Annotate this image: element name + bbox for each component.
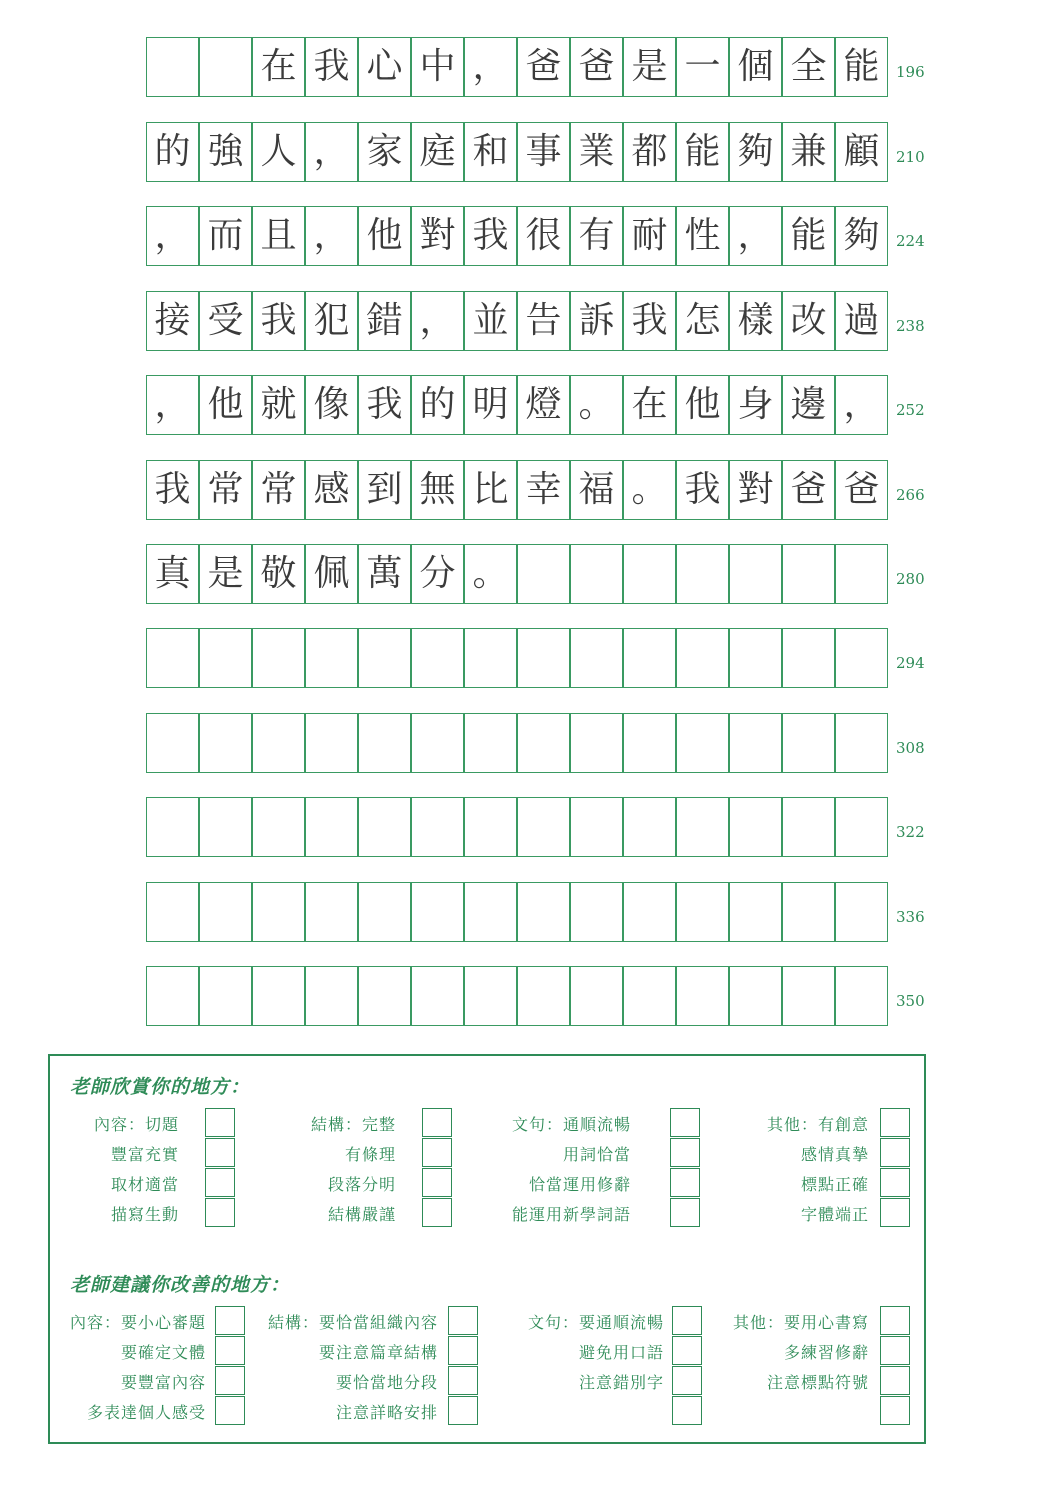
grid-cell: 就 — [252, 375, 305, 435]
grid-cell: 感 — [305, 460, 358, 520]
feedback-checkbox[interactable] — [880, 1336, 910, 1365]
grid-cell: 佩 — [305, 544, 358, 604]
feedback-item-label: 多表達個人感受 — [86, 1403, 206, 1422]
grid-cell: 我 — [358, 375, 411, 435]
row-char-count: 238 — [896, 317, 925, 335]
grid-row — [146, 544, 888, 604]
grid-cell: 爸 — [570, 37, 623, 97]
feedback-checkbox[interactable] — [422, 1168, 452, 1197]
grid-cell: 並 — [464, 291, 517, 351]
feedback-item-label: 感情真摯 — [800, 1145, 869, 1164]
feedback-item-label: 其他：要用心書寫 — [732, 1313, 869, 1332]
grid-cell: 心 — [358, 37, 411, 97]
improve-title: 老師建議你改善的地方： — [70, 1274, 291, 1296]
grid-row — [146, 797, 888, 857]
grid-cell — [623, 713, 676, 773]
grid-cell: 個 — [729, 37, 782, 97]
feedback-item-label: 取材適當 — [110, 1175, 179, 1194]
feedback-checkbox[interactable] — [880, 1108, 910, 1137]
grid-row — [146, 37, 888, 97]
feedback-item-label: 恰當運用修辭 — [528, 1175, 631, 1194]
grid-cell — [252, 882, 305, 942]
grid-cell: ， — [729, 206, 782, 266]
grid-cell: 爸 — [835, 460, 888, 520]
grid-cell — [199, 713, 252, 773]
grid-cell — [199, 628, 252, 688]
row-char-count: 308 — [896, 739, 925, 757]
grid-cell: 常 — [199, 460, 252, 520]
grid-cell: 爸 — [782, 460, 835, 520]
grid-cell: ， — [411, 291, 464, 351]
grid-cell: 對 — [729, 460, 782, 520]
feedback-checkbox[interactable] — [670, 1138, 700, 1167]
grid-cell: 常 — [252, 460, 305, 520]
grid-cell: 分 — [411, 544, 464, 604]
feedback-checkbox[interactable] — [205, 1108, 235, 1137]
grid-cell: 敬 — [252, 544, 305, 604]
row-char-count: 196 — [896, 63, 925, 81]
grid-cell — [676, 797, 729, 857]
grid-cell: 業 — [570, 122, 623, 182]
grid-cell — [835, 713, 888, 773]
feedback-checkbox[interactable] — [672, 1366, 702, 1395]
grid-cell — [517, 966, 570, 1026]
row-char-count: 252 — [896, 401, 925, 419]
grid-cell — [146, 966, 199, 1026]
grid-cell: 都 — [623, 122, 676, 182]
grid-cell — [835, 544, 888, 604]
grid-cell — [305, 966, 358, 1026]
grid-cell: 我 — [146, 460, 199, 520]
grid-cell: 家 — [358, 122, 411, 182]
grid-cell: 怎 — [676, 291, 729, 351]
feedback-item-label: 結構嚴謹 — [327, 1205, 396, 1224]
grid-cell — [252, 713, 305, 773]
grid-cell — [199, 37, 252, 97]
grid-cell: 能 — [782, 206, 835, 266]
grid-cell — [199, 966, 252, 1026]
feedback-checkbox[interactable] — [880, 1306, 910, 1335]
feedback-item-label: 注意詳略安排 — [335, 1403, 438, 1422]
grid-cell — [623, 628, 676, 688]
grid-cell: 身 — [729, 375, 782, 435]
feedback-checkbox[interactable] — [672, 1396, 702, 1425]
grid-row — [146, 882, 888, 942]
grid-cell: 的 — [411, 375, 464, 435]
grid-cell: 福 — [570, 460, 623, 520]
feedback-item-label: 要豐富內容 — [120, 1373, 206, 1392]
grid-cell — [305, 713, 358, 773]
grid-cell — [464, 966, 517, 1026]
grid-cell — [623, 966, 676, 1026]
feedback-item-label: 標點正確 — [800, 1175, 869, 1194]
grid-row — [146, 628, 888, 688]
grid-cell: 真 — [146, 544, 199, 604]
grid-cell: 燈 — [517, 375, 570, 435]
feedback-item-label: 字體端正 — [800, 1205, 869, 1224]
grid-cell — [517, 882, 570, 942]
feedback-item-label: 文句：要通順流暢 — [527, 1313, 664, 1332]
feedback-checkbox[interactable] — [205, 1168, 235, 1197]
grid-cell: ， — [146, 375, 199, 435]
grid-cell: 性 — [676, 206, 729, 266]
feedback-checkbox[interactable] — [670, 1168, 700, 1197]
feedback-item-label: 要恰當地分段 — [335, 1373, 438, 1392]
grid-cell — [676, 882, 729, 942]
grid-cell — [146, 797, 199, 857]
grid-cell — [464, 713, 517, 773]
grid-cell — [729, 797, 782, 857]
grid-cell — [411, 966, 464, 1026]
grid-cell: 訴 — [570, 291, 623, 351]
grid-cell — [835, 797, 888, 857]
grid-cell — [570, 797, 623, 857]
feedback-checkbox[interactable] — [880, 1198, 910, 1227]
feedback-checkbox[interactable] — [205, 1198, 235, 1227]
grid-cell: 我 — [623, 291, 676, 351]
feedback-checkbox[interactable] — [448, 1306, 478, 1335]
grid-cell — [729, 544, 782, 604]
grid-cell — [570, 713, 623, 773]
feedback-checkbox[interactable] — [880, 1138, 910, 1167]
grid-cell — [835, 628, 888, 688]
grid-cell: 顧 — [835, 122, 888, 182]
grid-cell: 有 — [570, 206, 623, 266]
grid-cell: ， — [305, 122, 358, 182]
grid-cell: 全 — [782, 37, 835, 97]
feedback-item-label: 注意錯別字 — [578, 1373, 664, 1392]
feedback-item-label: 注意標點符號 — [766, 1373, 869, 1392]
grid-cell — [358, 628, 411, 688]
grid-cell: 中 — [411, 37, 464, 97]
feedback-item-label: 多練習修辭 — [783, 1343, 869, 1362]
feedback-checkbox[interactable] — [205, 1138, 235, 1167]
grid-cell — [782, 544, 835, 604]
feedback-item-label: 內容：要小心審題 — [69, 1313, 206, 1332]
grid-cell: 而 — [199, 206, 252, 266]
grid-cell — [305, 797, 358, 857]
grid-cell — [464, 797, 517, 857]
grid-cell — [199, 797, 252, 857]
grid-cell: 且 — [252, 206, 305, 266]
grid-cell: 錯 — [358, 291, 411, 351]
grid-cell: 我 — [305, 37, 358, 97]
grid-cell — [782, 628, 835, 688]
grid-cell: 幸 — [517, 460, 570, 520]
feedback-item-label: 描寫生動 — [110, 1205, 179, 1224]
grid-cell: ， — [305, 206, 358, 266]
grid-cell: 邊 — [782, 375, 835, 435]
grid-row — [146, 713, 888, 773]
feedback-checkbox[interactable] — [670, 1108, 700, 1137]
feedback-item-label: 結構：完整 — [310, 1115, 396, 1134]
grid-cell: 樣 — [729, 291, 782, 351]
feedback-item-label: 文句：通順流暢 — [511, 1115, 631, 1134]
row-char-count: 266 — [896, 486, 925, 504]
feedback-checkbox[interactable] — [448, 1396, 478, 1425]
grid-cell: 比 — [464, 460, 517, 520]
grid-cell: 在 — [623, 375, 676, 435]
feedback-checkbox[interactable] — [422, 1198, 452, 1227]
grid-cell — [729, 628, 782, 688]
feedback-item-label: 段落分明 — [327, 1175, 396, 1194]
feedback-item-label: 用詞恰當 — [562, 1145, 631, 1164]
grid-cell — [623, 882, 676, 942]
grid-cell: 是 — [623, 37, 676, 97]
row-char-count: 224 — [896, 232, 925, 250]
grid-cell — [305, 882, 358, 942]
grid-cell: 事 — [517, 122, 570, 182]
grid-cell — [782, 713, 835, 773]
grid-cell — [411, 628, 464, 688]
row-char-count: 336 — [896, 908, 925, 926]
feedback-checkbox[interactable] — [215, 1306, 245, 1335]
grid-cell: 強 — [199, 122, 252, 182]
grid-row — [146, 122, 888, 182]
grid-cell: 夠 — [835, 206, 888, 266]
feedback-checkbox[interactable] — [448, 1336, 478, 1365]
grid-cell — [199, 882, 252, 942]
grid-cell — [411, 713, 464, 773]
grid-cell: 的 — [146, 122, 199, 182]
grid-row — [146, 966, 888, 1026]
feedback-item-label: 內容：切題 — [93, 1115, 179, 1134]
feedback-checkbox[interactable] — [448, 1366, 478, 1395]
feedback-checkbox[interactable] — [215, 1396, 245, 1425]
grid-cell — [411, 882, 464, 942]
feedback-checkbox[interactable] — [670, 1198, 700, 1227]
grid-cell: 改 — [782, 291, 835, 351]
grid-cell: 過 — [835, 291, 888, 351]
grid-cell: 夠 — [729, 122, 782, 182]
grid-cell — [464, 882, 517, 942]
grid-cell: 他 — [676, 375, 729, 435]
grid-cell — [835, 966, 888, 1026]
feedback-item-label: 能運用新學詞語 — [511, 1205, 631, 1224]
grid-cell — [464, 628, 517, 688]
grid-cell: 能 — [835, 37, 888, 97]
grid-cell — [782, 882, 835, 942]
feedback-checkbox[interactable] — [672, 1306, 702, 1335]
feedback-checkbox[interactable] — [880, 1396, 910, 1425]
grid-cell — [252, 628, 305, 688]
grid-cell — [623, 797, 676, 857]
grid-cell: 能 — [676, 122, 729, 182]
grid-cell — [411, 797, 464, 857]
grid-row — [146, 375, 888, 435]
grid-cell: 他 — [199, 375, 252, 435]
grid-cell: ， — [464, 37, 517, 97]
feedback-item-label: 要注意篇章結構 — [318, 1343, 438, 1362]
grid-cell: 告 — [517, 291, 570, 351]
feedback-checkbox[interactable] — [422, 1138, 452, 1167]
feedback-checkbox[interactable] — [880, 1366, 910, 1395]
grid-cell: 受 — [199, 291, 252, 351]
grid-cell: 我 — [676, 460, 729, 520]
feedback-item-label: 要確定文體 — [120, 1343, 206, 1362]
row-char-count: 280 — [896, 570, 925, 588]
grid-cell — [305, 628, 358, 688]
grid-cell — [358, 797, 411, 857]
grid-cell — [517, 713, 570, 773]
grid-cell: 是 — [199, 544, 252, 604]
feedback-item-label: 有條理 — [344, 1145, 396, 1164]
grid-cell: 爸 — [517, 37, 570, 97]
feedback-checkbox[interactable] — [215, 1366, 245, 1395]
grid-cell: ， — [146, 206, 199, 266]
feedback-item-label: 結構：要恰當組織內容 — [267, 1313, 438, 1332]
grid-cell: 對 — [411, 206, 464, 266]
grid-cell: 在 — [252, 37, 305, 97]
grid-cell — [782, 797, 835, 857]
grid-cell: 耐 — [623, 206, 676, 266]
feedback-checkbox[interactable] — [215, 1336, 245, 1365]
grid-cell — [252, 797, 305, 857]
grid-cell — [358, 713, 411, 773]
grid-cell — [517, 544, 570, 604]
row-char-count: 294 — [896, 654, 925, 672]
grid-cell: 我 — [252, 291, 305, 351]
grid-cell: 無 — [411, 460, 464, 520]
grid-cell — [570, 966, 623, 1026]
grid-cell — [623, 544, 676, 604]
grid-cell — [729, 713, 782, 773]
grid-cell: 一 — [676, 37, 729, 97]
grid-row — [146, 206, 888, 266]
grid-cell — [676, 966, 729, 1026]
feedback-checkbox[interactable] — [672, 1336, 702, 1365]
grid-cell — [676, 628, 729, 688]
grid-cell — [517, 628, 570, 688]
grid-cell — [570, 882, 623, 942]
grid-cell — [729, 882, 782, 942]
grid-cell — [146, 37, 199, 97]
grid-cell — [358, 966, 411, 1026]
feedback-checkbox[interactable] — [422, 1108, 452, 1137]
grid-cell: 犯 — [305, 291, 358, 351]
grid-cell — [729, 966, 782, 1026]
grid-cell — [146, 882, 199, 942]
grid-cell — [252, 966, 305, 1026]
grid-cell: 我 — [464, 206, 517, 266]
row-char-count: 322 — [896, 823, 925, 841]
grid-cell: 和 — [464, 122, 517, 182]
row-char-count: 350 — [896, 992, 925, 1010]
appreciate-title: 老師欣賞你的地方： — [70, 1076, 251, 1098]
grid-cell — [358, 882, 411, 942]
teacher-feedback-panel — [48, 1054, 926, 1444]
grid-cell: 。 — [623, 460, 676, 520]
grid-cell: 庭 — [411, 122, 464, 182]
grid-cell: 萬 — [358, 544, 411, 604]
grid-row — [146, 460, 888, 520]
feedback-checkbox[interactable] — [880, 1168, 910, 1197]
grid-cell: 兼 — [782, 122, 835, 182]
feedback-item-label: 其他：有創意 — [766, 1115, 869, 1134]
grid-cell — [146, 628, 199, 688]
grid-cell: 很 — [517, 206, 570, 266]
grid-cell — [676, 544, 729, 604]
grid-cell — [146, 713, 199, 773]
grid-cell — [835, 882, 888, 942]
grid-cell — [517, 797, 570, 857]
grid-cell — [570, 544, 623, 604]
grid-cell: 他 — [358, 206, 411, 266]
grid-cell: 到 — [358, 460, 411, 520]
grid-cell: 人 — [252, 122, 305, 182]
grid-cell: 明 — [464, 375, 517, 435]
row-char-count: 210 — [896, 148, 925, 166]
grid-row — [146, 291, 888, 351]
feedback-item-label: 避免用口語 — [578, 1343, 664, 1362]
grid-cell: 。 — [570, 375, 623, 435]
grid-cell — [782, 966, 835, 1026]
grid-cell: 像 — [305, 375, 358, 435]
grid-cell: 。 — [464, 544, 517, 604]
grid-cell — [570, 628, 623, 688]
grid-cell — [676, 713, 729, 773]
grid-cell: ， — [835, 375, 888, 435]
feedback-item-label: 豐富充實 — [110, 1145, 179, 1164]
grid-cell: 接 — [146, 291, 199, 351]
